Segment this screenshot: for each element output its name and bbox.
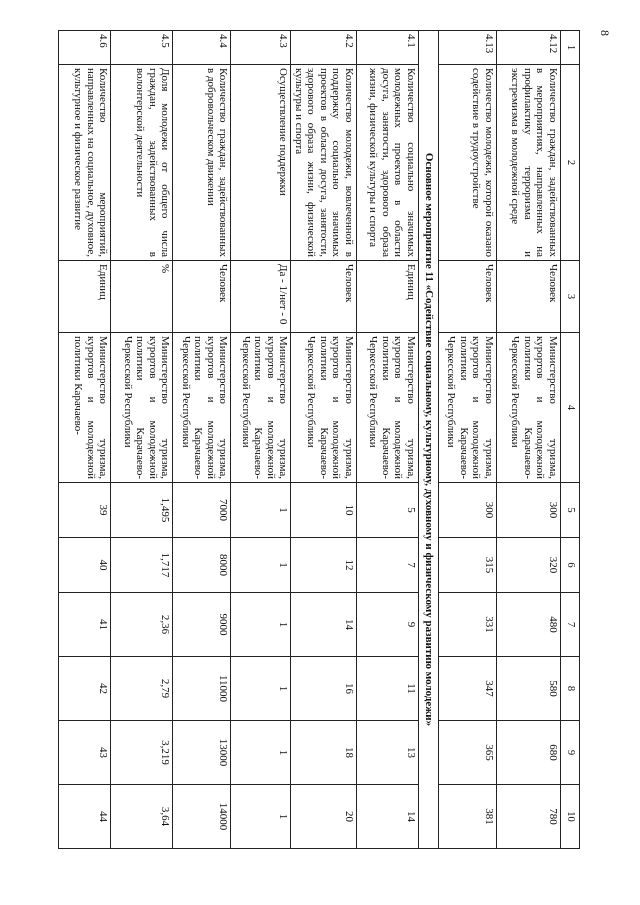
- column-number: 8: [561, 657, 580, 721]
- column-number: 7: [561, 593, 580, 657]
- value-cell: 780: [497, 785, 561, 849]
- header-row: [561, 31, 580, 849]
- section-title: Основное мероприятие 11 «Содействие социальному, культурному, духовному и физическому развитию молодежи»: [419, 31, 439, 849]
- unit-cell: Единиц: [357, 261, 419, 333]
- executor-cell: Министерство туризма, курортов и молодежной политики Карачаево-Черкесской Республики: [173, 333, 231, 483]
- row-number: 4.4: [173, 31, 231, 65]
- row-number: 4.1: [357, 31, 419, 65]
- value-cell: 331: [439, 593, 497, 657]
- value-cell: 7: [357, 538, 419, 593]
- unit-cell: Человек: [497, 261, 561, 333]
- value-cell: 13000: [173, 721, 231, 785]
- value-cell: 1: [231, 785, 291, 849]
- unit-cell: Единиц: [59, 261, 111, 333]
- value-cell: 14000: [173, 785, 231, 849]
- value-cell: 9000: [173, 593, 231, 657]
- table-body: [59, 31, 580, 849]
- value-cell: 18: [291, 721, 357, 785]
- value-cell: 381: [439, 785, 497, 849]
- row-number: 4.5: [111, 31, 173, 65]
- table-row: [59, 31, 111, 849]
- row-number: 4.3: [231, 31, 291, 65]
- row-number: 4.2: [291, 31, 357, 65]
- table-row: [357, 31, 419, 849]
- value-cell: 680: [497, 721, 561, 785]
- value-cell: 365: [439, 721, 497, 785]
- executor-cell: Министерство туризма, курортов и молодежной политики Карачаево-Черкесской Республики: [231, 333, 291, 483]
- value-cell: 347: [439, 657, 497, 721]
- table-row: [111, 31, 173, 849]
- table-row: [439, 31, 497, 849]
- executor-cell: Министерство туризма, курортов и молодежной политики Карачаево-Черкесской Республики: [497, 333, 561, 483]
- value-cell: 1: [231, 538, 291, 593]
- value-cell: 3,219: [111, 721, 173, 785]
- value-cell: 39: [59, 483, 111, 538]
- row-number: 4.13: [439, 31, 497, 65]
- column-number: 1: [561, 31, 580, 65]
- value-cell: 320: [497, 538, 561, 593]
- indicator-name: Количество граждан, задействованных в мероприятиях, направленных на профилактику терроризма и экстремизма в молодежной среде: [497, 65, 561, 261]
- value-cell: 2,36: [111, 593, 173, 657]
- value-cell: 20: [291, 785, 357, 849]
- rotated-page: [70, 30, 580, 848]
- column-number: 6: [561, 538, 580, 593]
- unit-cell: Да - 1/нет - 0: [231, 261, 291, 333]
- value-cell: 11000: [173, 657, 231, 721]
- indicator-name: Количество граждан, задействованных в добровольческом движении: [173, 65, 231, 261]
- column-number: 2: [561, 65, 580, 261]
- executor-cell: Министерство туризма, курортов и молодежной политики Карачаево-Черкесской Республики: [439, 333, 497, 483]
- value-cell: 44: [59, 785, 111, 849]
- value-cell: 40: [59, 538, 111, 593]
- section-row: [419, 31, 439, 849]
- value-cell: 1: [231, 721, 291, 785]
- executor-cell: Министерство туризма, курортов и молодежной политики Карачаево-: [59, 333, 111, 483]
- indicator-name: Количество социально значимых молодежных проектов в области досуга, занятости, здорового образа жизни, физической культуры и спорта: [357, 65, 419, 261]
- row-number: 4.6: [59, 31, 111, 65]
- value-cell: 1,717: [111, 538, 173, 593]
- value-cell: 7000: [173, 483, 231, 538]
- row-number: 4.12: [497, 31, 561, 65]
- unit-cell: %: [111, 261, 173, 333]
- value-cell: 300: [497, 483, 561, 538]
- value-cell: 11: [357, 657, 419, 721]
- value-cell: 10: [291, 483, 357, 538]
- table-row: [497, 31, 561, 849]
- value-cell: 43: [59, 721, 111, 785]
- table-row: [231, 31, 291, 849]
- table-row: [173, 31, 231, 849]
- value-cell: 1: [231, 657, 291, 721]
- value-cell: 14: [357, 785, 419, 849]
- unit-cell: Человек: [173, 261, 231, 333]
- executor-cell: Министерство туризма, курортов и молодежной политики Карачаево-Черкесской Республики: [291, 333, 357, 483]
- indicator-name: Количество молодежи, вовлеченной в поддержку социально значимых проектов в области досуга, занятости, здорового образа жизни, физической культуры и спорта: [291, 65, 357, 261]
- value-cell: 41: [59, 593, 111, 657]
- indicator-name: Количество молодежи, которой оказано содействие в трудоустройстве: [439, 65, 497, 261]
- indicator-name: Доля молодежи от общего числа граждан, задействованных в волонтерской деятельности: [111, 65, 173, 261]
- value-cell: 12: [291, 538, 357, 593]
- unit-cell: Человек: [439, 261, 497, 333]
- indicators-table: [59, 30, 581, 849]
- value-cell: 3,64: [111, 785, 173, 849]
- page-number: 8: [598, 30, 612, 36]
- value-cell: 42: [59, 657, 111, 721]
- value-cell: 300: [439, 483, 497, 538]
- executor-cell: Министерство туризма, курортов и молодежной политики Карачаево-Черкесской Республики: [111, 333, 173, 483]
- value-cell: 580: [497, 657, 561, 721]
- column-number: 4: [561, 333, 580, 483]
- executor-cell: Министерство туризма, курортов и молодежной политики Карачаево-Черкесской Республики: [357, 333, 419, 483]
- column-number: 10: [561, 785, 580, 849]
- value-cell: 2,79: [111, 657, 173, 721]
- value-cell: 1,495: [111, 483, 173, 538]
- value-cell: 5: [357, 483, 419, 538]
- value-cell: 9: [357, 593, 419, 657]
- column-number: 3: [561, 261, 580, 333]
- value-cell: 480: [497, 593, 561, 657]
- table-row: [291, 31, 357, 849]
- value-cell: 13: [357, 721, 419, 785]
- indicator-name: Осуществление поддержки: [231, 65, 291, 261]
- value-cell: 14: [291, 593, 357, 657]
- column-number: 9: [561, 721, 580, 785]
- column-number: 5: [561, 483, 580, 538]
- unit-cell: Человек: [291, 261, 357, 333]
- indicator-name: Количество мероприятий, направленных на социальное, духовное, культурное и физическое развитие: [59, 65, 111, 261]
- value-cell: 1: [231, 593, 291, 657]
- value-cell: 16: [291, 657, 357, 721]
- value-cell: 1: [231, 483, 291, 538]
- value-cell: 8000: [173, 538, 231, 593]
- value-cell: 315: [439, 538, 497, 593]
